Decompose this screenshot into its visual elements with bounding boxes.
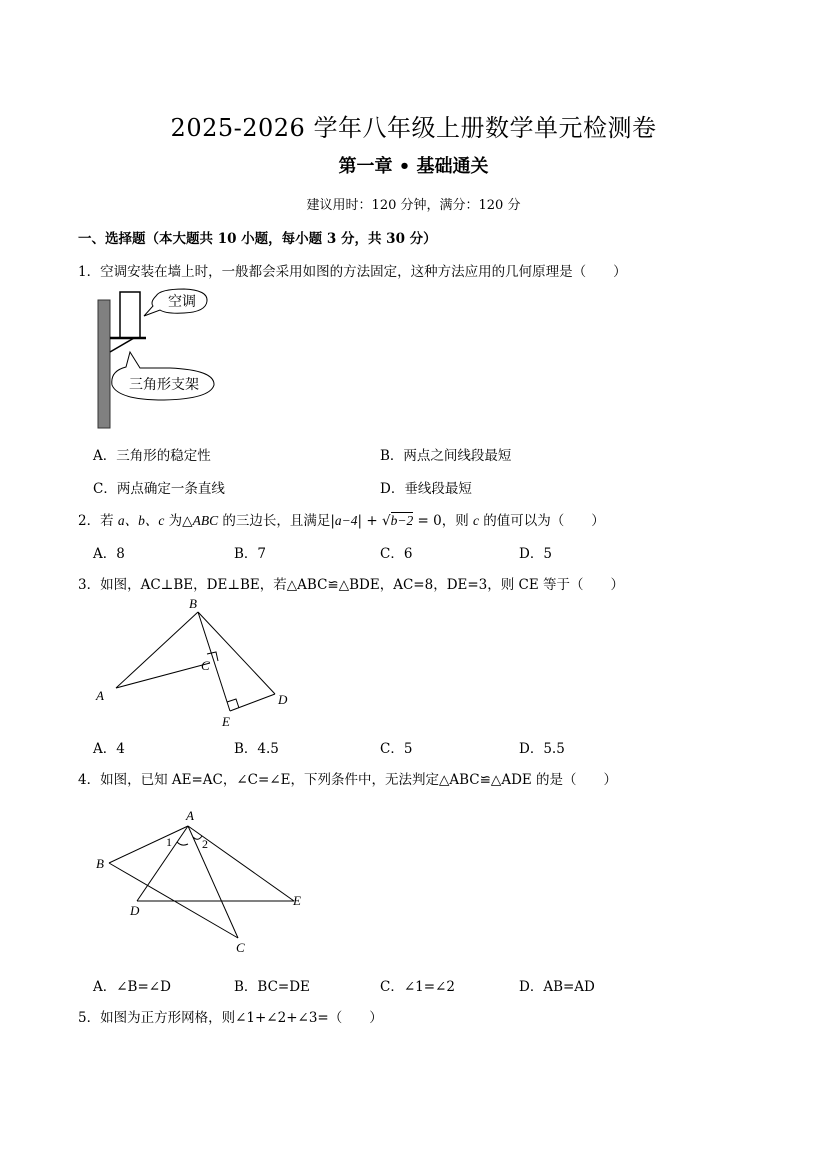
q2-c: c [473, 513, 480, 528]
q4-label-d: D [130, 903, 140, 918]
q2-abs: a−4 [334, 513, 358, 528]
q1-option-b[interactable]: B．两点之间线段最短 [380, 448, 512, 464]
q1-figure [90, 288, 230, 433]
q4-angle-2-arc [193, 836, 202, 839]
q1-option-a[interactable]: A．三角形的稳定性 [93, 448, 211, 464]
q3-option-a[interactable]: A．4 [93, 741, 125, 757]
q1-option-d[interactable]: D．垂线段最短 [380, 481, 472, 497]
bubble-tri-label: 三角形支架 [129, 377, 199, 393]
q3-option-d[interactable]: D．5.5 [519, 741, 565, 757]
q3-option-c[interactable]: C．5 [380, 741, 413, 757]
q3-label-a: A [96, 688, 104, 703]
wall [98, 300, 110, 428]
question-4-stem: 4．如图，已知 AE=AC，∠C=∠E，下列条件中，无法判定△ABC≌△ADE 的是（ ） [78, 772, 618, 788]
q4-label-e: E [293, 893, 301, 908]
page-title: 2025-2026 学年八年级上册数学单元检测卷 [170, 114, 657, 142]
q4-option-c[interactable]: C．∠1=∠2 [380, 979, 455, 995]
q3-label-e: E [222, 714, 230, 729]
q4-line-ab [109, 826, 188, 863]
q4-label-a: A [186, 808, 194, 823]
q4-line-ac [188, 826, 238, 938]
q4-label-angle-2: 2 [202, 837, 208, 851]
q2-option-d[interactable]: D．5 [519, 546, 552, 562]
q2-text-1: 2．若 [78, 513, 118, 529]
air-conditioner [120, 292, 140, 338]
question-1-stem: 1．空调安装在墙上时，一般都会采用如图的方法固定，这种方法应用的几何原理是（ ） [78, 264, 627, 280]
bracket-brace [110, 338, 134, 352]
q4-figure [90, 800, 320, 960]
page-subtitle: 第一章 • 基础通关 [338, 156, 489, 177]
q2-option-a[interactable]: A．8 [93, 546, 125, 562]
time-info: 建议用时：120 分钟，满分：120 分 [306, 198, 521, 213]
section-heading: 一、选择题（本大题共 10 小题，每小题 3 分，共 30 分） [78, 231, 437, 247]
q4-line-ad [137, 826, 188, 901]
q3-figure [90, 596, 300, 731]
q4-option-b[interactable]: B．BC=DE [234, 979, 310, 995]
bubble-ac-label: 空调 [168, 294, 196, 310]
q2-text-3: 的三边长，且满足| [218, 513, 335, 529]
question-2-stem [78, 509, 605, 529]
q4-option-a[interactable]: A．∠B=∠D [93, 979, 171, 995]
q4-label-b: B [96, 856, 104, 871]
q4-label-c: C [236, 940, 245, 955]
question-5-stem: 5．如图为正方形网格，则∠1+∠2+∠3=（ ） [78, 1010, 383, 1026]
q2-text-5: = 0，则 [413, 513, 474, 529]
q2-text-2: 为△ [164, 513, 193, 529]
q1-option-c[interactable]: C．两点确定一条直线 [93, 481, 225, 497]
q4-angle-1-arc [177, 842, 188, 845]
q2-vars: a、b、c [117, 513, 165, 528]
q2-sqrt-sign: √ [382, 513, 391, 529]
q3-option-b[interactable]: B．4.5 [234, 741, 279, 757]
q2-triangle: ABC [192, 513, 219, 528]
q2-sqrt: b−2 [390, 513, 414, 528]
q3-label-c: C [201, 658, 210, 673]
q4-option-d[interactable]: D．AB=AD [519, 979, 595, 995]
q2-text-4: | + [357, 513, 382, 529]
q2-option-c[interactable]: C．6 [380, 546, 413, 562]
q3-label-d: D [278, 692, 288, 707]
q2-text-6: 的值可以为（ ） [479, 513, 605, 529]
q2-option-b[interactable]: B．7 [234, 546, 267, 562]
question-3-stem: 3．如图，AC⊥BE，DE⊥BE，若△ABC≌△BDE，AC=8，DE=3，则 CE 等于（ ） [78, 577, 625, 593]
q3-label-b: B [189, 596, 197, 611]
q4-label-angle-1: 1 [166, 835, 172, 849]
